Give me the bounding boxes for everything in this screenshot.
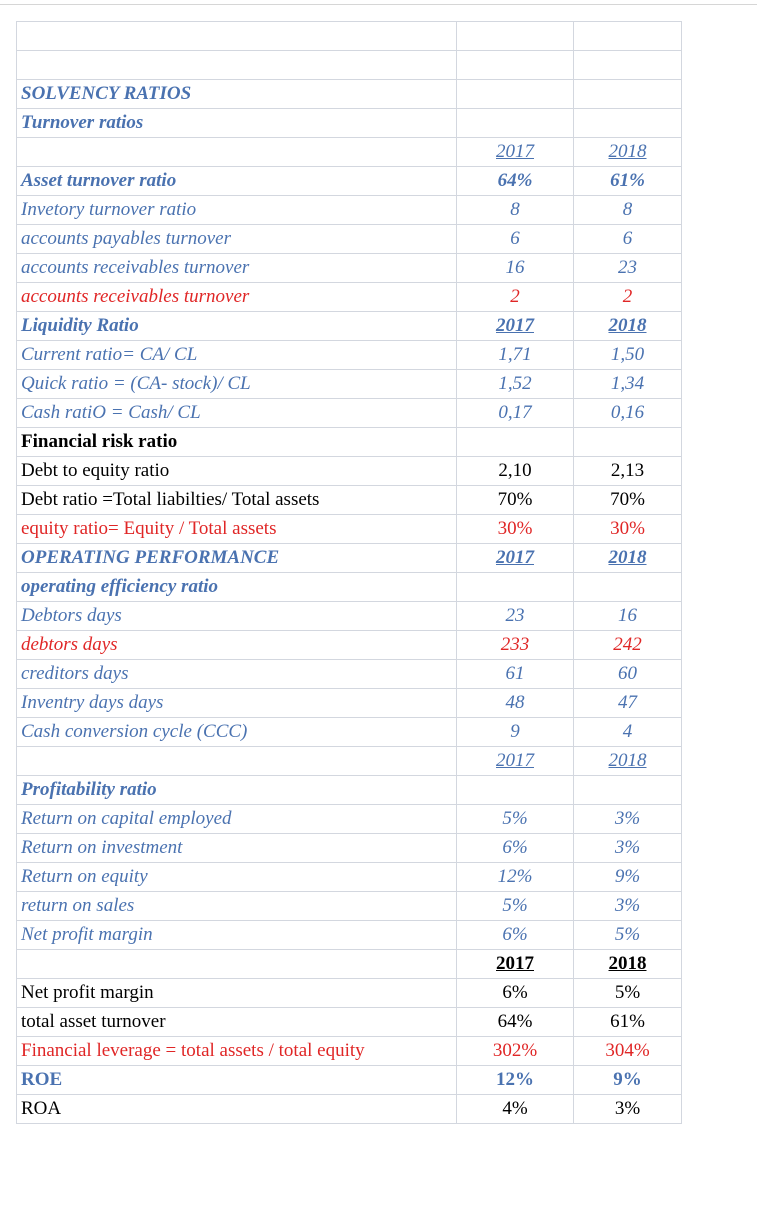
value-2018: 9%: [574, 863, 682, 892]
table-row: [17, 979, 682, 1008]
row-label: OPERATING PERFORMANCE: [17, 544, 457, 573]
value-2018: 4: [574, 718, 682, 747]
table-row: [17, 776, 682, 805]
value-2017: 64%: [457, 1008, 574, 1037]
value-2017: 61: [457, 660, 574, 689]
table-row: [17, 80, 682, 109]
table-row: [17, 138, 682, 167]
row-label: accounts payables turnover: [17, 225, 457, 254]
row-label: Cash ratiO = Cash/ CL: [17, 399, 457, 428]
value-2018: 9%: [574, 1066, 682, 1095]
table-row: [17, 515, 682, 544]
value-2017: [457, 80, 574, 109]
table-row: [17, 863, 682, 892]
row-label: [17, 22, 457, 51]
table-row: [17, 689, 682, 718]
value-2017: 12%: [457, 1066, 574, 1095]
value-2017: 302%: [457, 1037, 574, 1066]
table-row: [17, 225, 682, 254]
value-2018: [574, 776, 682, 805]
value-2018: 3%: [574, 892, 682, 921]
row-label: [17, 747, 457, 776]
value-2017: 6: [457, 225, 574, 254]
row-label: Asset turnover ratio: [17, 167, 457, 196]
value-2018: 242: [574, 631, 682, 660]
row-label: Return on capital employed: [17, 805, 457, 834]
value-2018: 3%: [574, 834, 682, 863]
value-2017: 1,71: [457, 341, 574, 370]
table-row: [17, 167, 682, 196]
row-label: Quick ratio = (CA- stock)/ CL: [17, 370, 457, 399]
value-2018: 2018: [574, 312, 682, 341]
table-row: [17, 370, 682, 399]
table-row: [17, 399, 682, 428]
value-2017: [457, 109, 574, 138]
value-2018: 304%: [574, 1037, 682, 1066]
value-2017: [457, 573, 574, 602]
table-row: [17, 718, 682, 747]
ratio-table: [16, 21, 682, 1124]
value-2018: 70%: [574, 486, 682, 515]
value-2018: 2,13: [574, 457, 682, 486]
value-2018: 2018: [574, 544, 682, 573]
value-2017: [457, 428, 574, 457]
value-2017: 2017: [457, 747, 574, 776]
row-label: [17, 51, 457, 80]
table-row: [17, 312, 682, 341]
value-2018: [574, 22, 682, 51]
row-label: Financial leverage = total assets / total equity: [17, 1037, 457, 1066]
table-row: [17, 747, 682, 776]
value-2017: 6%: [457, 979, 574, 1008]
row-label: Return on equity: [17, 863, 457, 892]
table-row: [17, 1008, 682, 1037]
value-2018: 2018: [574, 138, 682, 167]
value-2017: 2: [457, 283, 574, 312]
row-label: Liquidity Ratio: [17, 312, 457, 341]
value-2017: 2017: [457, 544, 574, 573]
table-row: [17, 544, 682, 573]
value-2018: 30%: [574, 515, 682, 544]
value-2018: 2018: [574, 950, 682, 979]
value-2018: [574, 573, 682, 602]
table-row: [17, 341, 682, 370]
value-2017: 6%: [457, 834, 574, 863]
table-row: [17, 602, 682, 631]
table-row: [17, 834, 682, 863]
value-2017: 2017: [457, 312, 574, 341]
value-2017: 233: [457, 631, 574, 660]
value-2017: 8: [457, 196, 574, 225]
row-label: Debt ratio =Total liabilties/ Total assets: [17, 486, 457, 515]
value-2018: 2: [574, 283, 682, 312]
value-2018: 5%: [574, 979, 682, 1008]
value-2018: 3%: [574, 805, 682, 834]
row-label: Turnover ratios: [17, 109, 457, 138]
row-label: Cash conversion cycle (CCC): [17, 718, 457, 747]
row-label: Financial risk ratio: [17, 428, 457, 457]
value-2018: [574, 109, 682, 138]
row-label: Invetory turnover ratio: [17, 196, 457, 225]
table-row: [17, 573, 682, 602]
row-label: Inventry days days: [17, 689, 457, 718]
value-2017: 2,10: [457, 457, 574, 486]
value-2018: 16: [574, 602, 682, 631]
value-2017: [457, 776, 574, 805]
row-label: accounts receivables turnover: [17, 254, 457, 283]
row-label: Return on investment: [17, 834, 457, 863]
row-label: [17, 138, 457, 167]
table-row: [17, 428, 682, 457]
value-2018: [574, 51, 682, 80]
row-label: ROA: [17, 1095, 457, 1124]
value-2017: 64%: [457, 167, 574, 196]
value-2018: 0,16: [574, 399, 682, 428]
row-label: return on sales: [17, 892, 457, 921]
top-divider: [0, 4, 757, 5]
table-row: [17, 109, 682, 138]
row-label: operating efficiency ratio: [17, 573, 457, 602]
table-row: [17, 1095, 682, 1124]
table-row: [17, 1066, 682, 1095]
value-2017: 4%: [457, 1095, 574, 1124]
value-2017: 70%: [457, 486, 574, 515]
table-row: [17, 283, 682, 312]
value-2017: 2017: [457, 950, 574, 979]
row-label: SOLVENCY RATIOS: [17, 80, 457, 109]
table-row: [17, 1037, 682, 1066]
value-2018: 61%: [574, 1008, 682, 1037]
table-row: [17, 892, 682, 921]
value-2018: 23: [574, 254, 682, 283]
value-2017: 12%: [457, 863, 574, 892]
table-row: [17, 660, 682, 689]
value-2018: 8: [574, 196, 682, 225]
value-2017: 48: [457, 689, 574, 718]
row-label: Net profit margin: [17, 979, 457, 1008]
table-row: [17, 921, 682, 950]
value-2017: 30%: [457, 515, 574, 544]
row-label: creditors days: [17, 660, 457, 689]
value-2017: 1,52: [457, 370, 574, 399]
value-2018: 1,50: [574, 341, 682, 370]
value-2017: 2017: [457, 138, 574, 167]
value-2017: [457, 22, 574, 51]
table-row: [17, 254, 682, 283]
row-label: Debt to equity ratio: [17, 457, 457, 486]
row-label: [17, 950, 457, 979]
table-row: [17, 950, 682, 979]
table-row: [17, 805, 682, 834]
value-2017: 6%: [457, 921, 574, 950]
row-label: Profitability ratio: [17, 776, 457, 805]
table-row: [17, 486, 682, 515]
value-2017: 23: [457, 602, 574, 631]
row-label: Net profit margin: [17, 921, 457, 950]
row-label: equity ratio= Equity / Total assets: [17, 515, 457, 544]
value-2018: 47: [574, 689, 682, 718]
table-row: [17, 22, 682, 51]
table-row: [17, 51, 682, 80]
value-2018: [574, 428, 682, 457]
value-2017: 5%: [457, 892, 574, 921]
value-2017: 0,17: [457, 399, 574, 428]
value-2018: 1,34: [574, 370, 682, 399]
value-2018: 61%: [574, 167, 682, 196]
table-row: [17, 631, 682, 660]
table-row: [17, 457, 682, 486]
value-2018: 2018: [574, 747, 682, 776]
value-2018: 6: [574, 225, 682, 254]
value-2018: [574, 80, 682, 109]
row-label: debtors days: [17, 631, 457, 660]
row-label: Current ratio= CA/ CL: [17, 341, 457, 370]
value-2018: 60: [574, 660, 682, 689]
row-label: Debtors days: [17, 602, 457, 631]
row-label: total asset turnover: [17, 1008, 457, 1037]
row-label: ROE: [17, 1066, 457, 1095]
value-2017: [457, 51, 574, 80]
table-row: [17, 196, 682, 225]
value-2018: 5%: [574, 921, 682, 950]
value-2017: 5%: [457, 805, 574, 834]
value-2017: 16: [457, 254, 574, 283]
row-label: accounts receivables turnover: [17, 283, 457, 312]
value-2018: 3%: [574, 1095, 682, 1124]
ratio-table-body: [17, 22, 682, 1124]
value-2017: 9: [457, 718, 574, 747]
